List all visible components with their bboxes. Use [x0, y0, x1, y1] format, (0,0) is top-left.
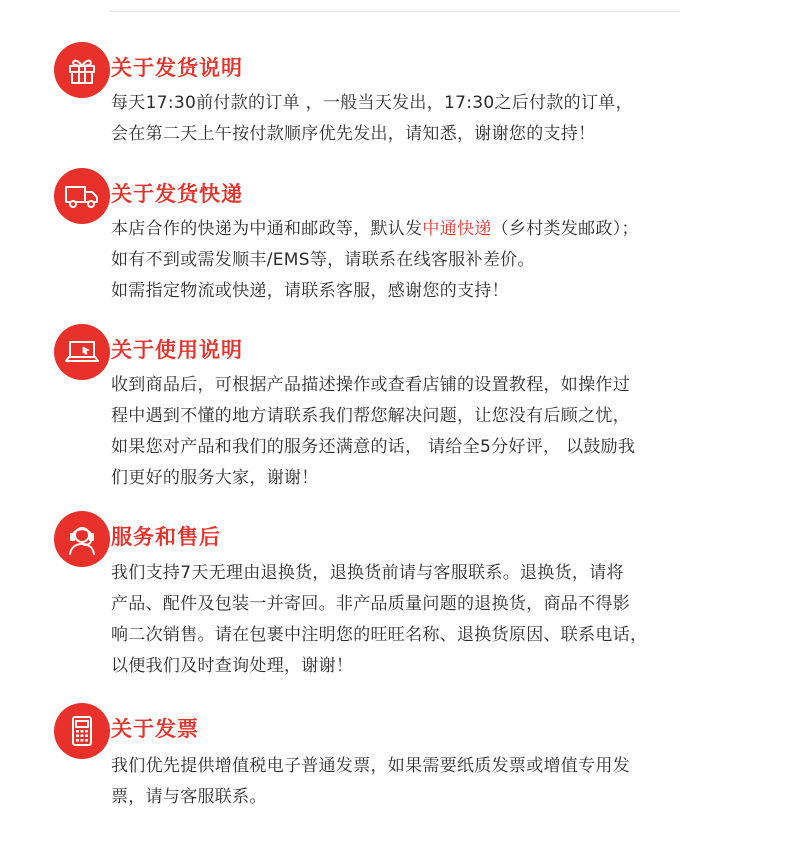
section-body	[111, 214, 639, 307]
receipt-terminal-icon	[54, 703, 110, 759]
body-text: 本店合作的快递为中通和邮政等，默认发	[111, 219, 423, 239]
body-line: 我们优先提供增值税电子普通发票，如果需要纸质发票或增值专用发	[111, 756, 630, 776]
top-divider	[110, 11, 680, 12]
section-body	[111, 88, 633, 150]
body-line: 收到商品后，可根据产品描述操作或查看店铺的设置教程，如操作过	[111, 375, 630, 395]
section-title: 服务和售后	[111, 525, 221, 549]
section-title: 关于发货快递	[111, 182, 243, 206]
laptop-icon	[54, 324, 110, 380]
section-title: 关于使用说明	[111, 338, 243, 362]
body-line: 程中遇到不懂的地方请联系我们帮您解决问题，让您没有后顾之忧，	[111, 406, 630, 426]
body-line: 会在第二天上午按付款顺序优先发出，请知悉，谢谢您的支持！	[111, 124, 596, 144]
section-title: 关于发票	[111, 717, 199, 741]
highlight-courier: 中通快递	[422, 219, 492, 239]
body-line: 我们支持7天无理由退换货，退换货前请与客服联系。退换货，请将	[111, 563, 624, 583]
customer-service-icon	[54, 511, 110, 567]
body-line: 如需指定物流或快递，请联系客服，感谢您的支持！	[111, 281, 509, 301]
body-line: 如果您对产品和我们的服务还满意的话， 请给全5分好评， 以鼓励我	[111, 437, 636, 457]
section-title: 关于发货说明	[111, 56, 243, 80]
body-line: 以便我们及时查询处理，谢谢！	[111, 656, 354, 676]
gift-box-icon	[54, 42, 110, 98]
section-body	[111, 370, 635, 494]
body-line: 如有不到或需发顺丰/EMS等，请联系在线客服补差价。	[111, 250, 535, 270]
body-line: 响二次销售。请在包裹中注明您的旺旺名称、退换货原因、联系电话，	[111, 625, 648, 645]
body-line: 们更好的服务大家，谢谢！	[111, 468, 319, 488]
body-line: 票，请与客服联系。	[111, 787, 267, 807]
body-line: 产品、配件及包装一并寄回。非产品质量问题的退换货，商品不得影	[111, 594, 630, 614]
body-text: （乡村类发邮政）；	[491, 219, 639, 239]
body-line	[111, 214, 639, 245]
body-line: 每天17:30前付款的订单 ，一般当天发出，17:30之后付款的订单，	[111, 93, 633, 113]
section-body	[111, 751, 630, 813]
section-body	[111, 558, 647, 682]
delivery-truck-icon	[54, 168, 110, 224]
